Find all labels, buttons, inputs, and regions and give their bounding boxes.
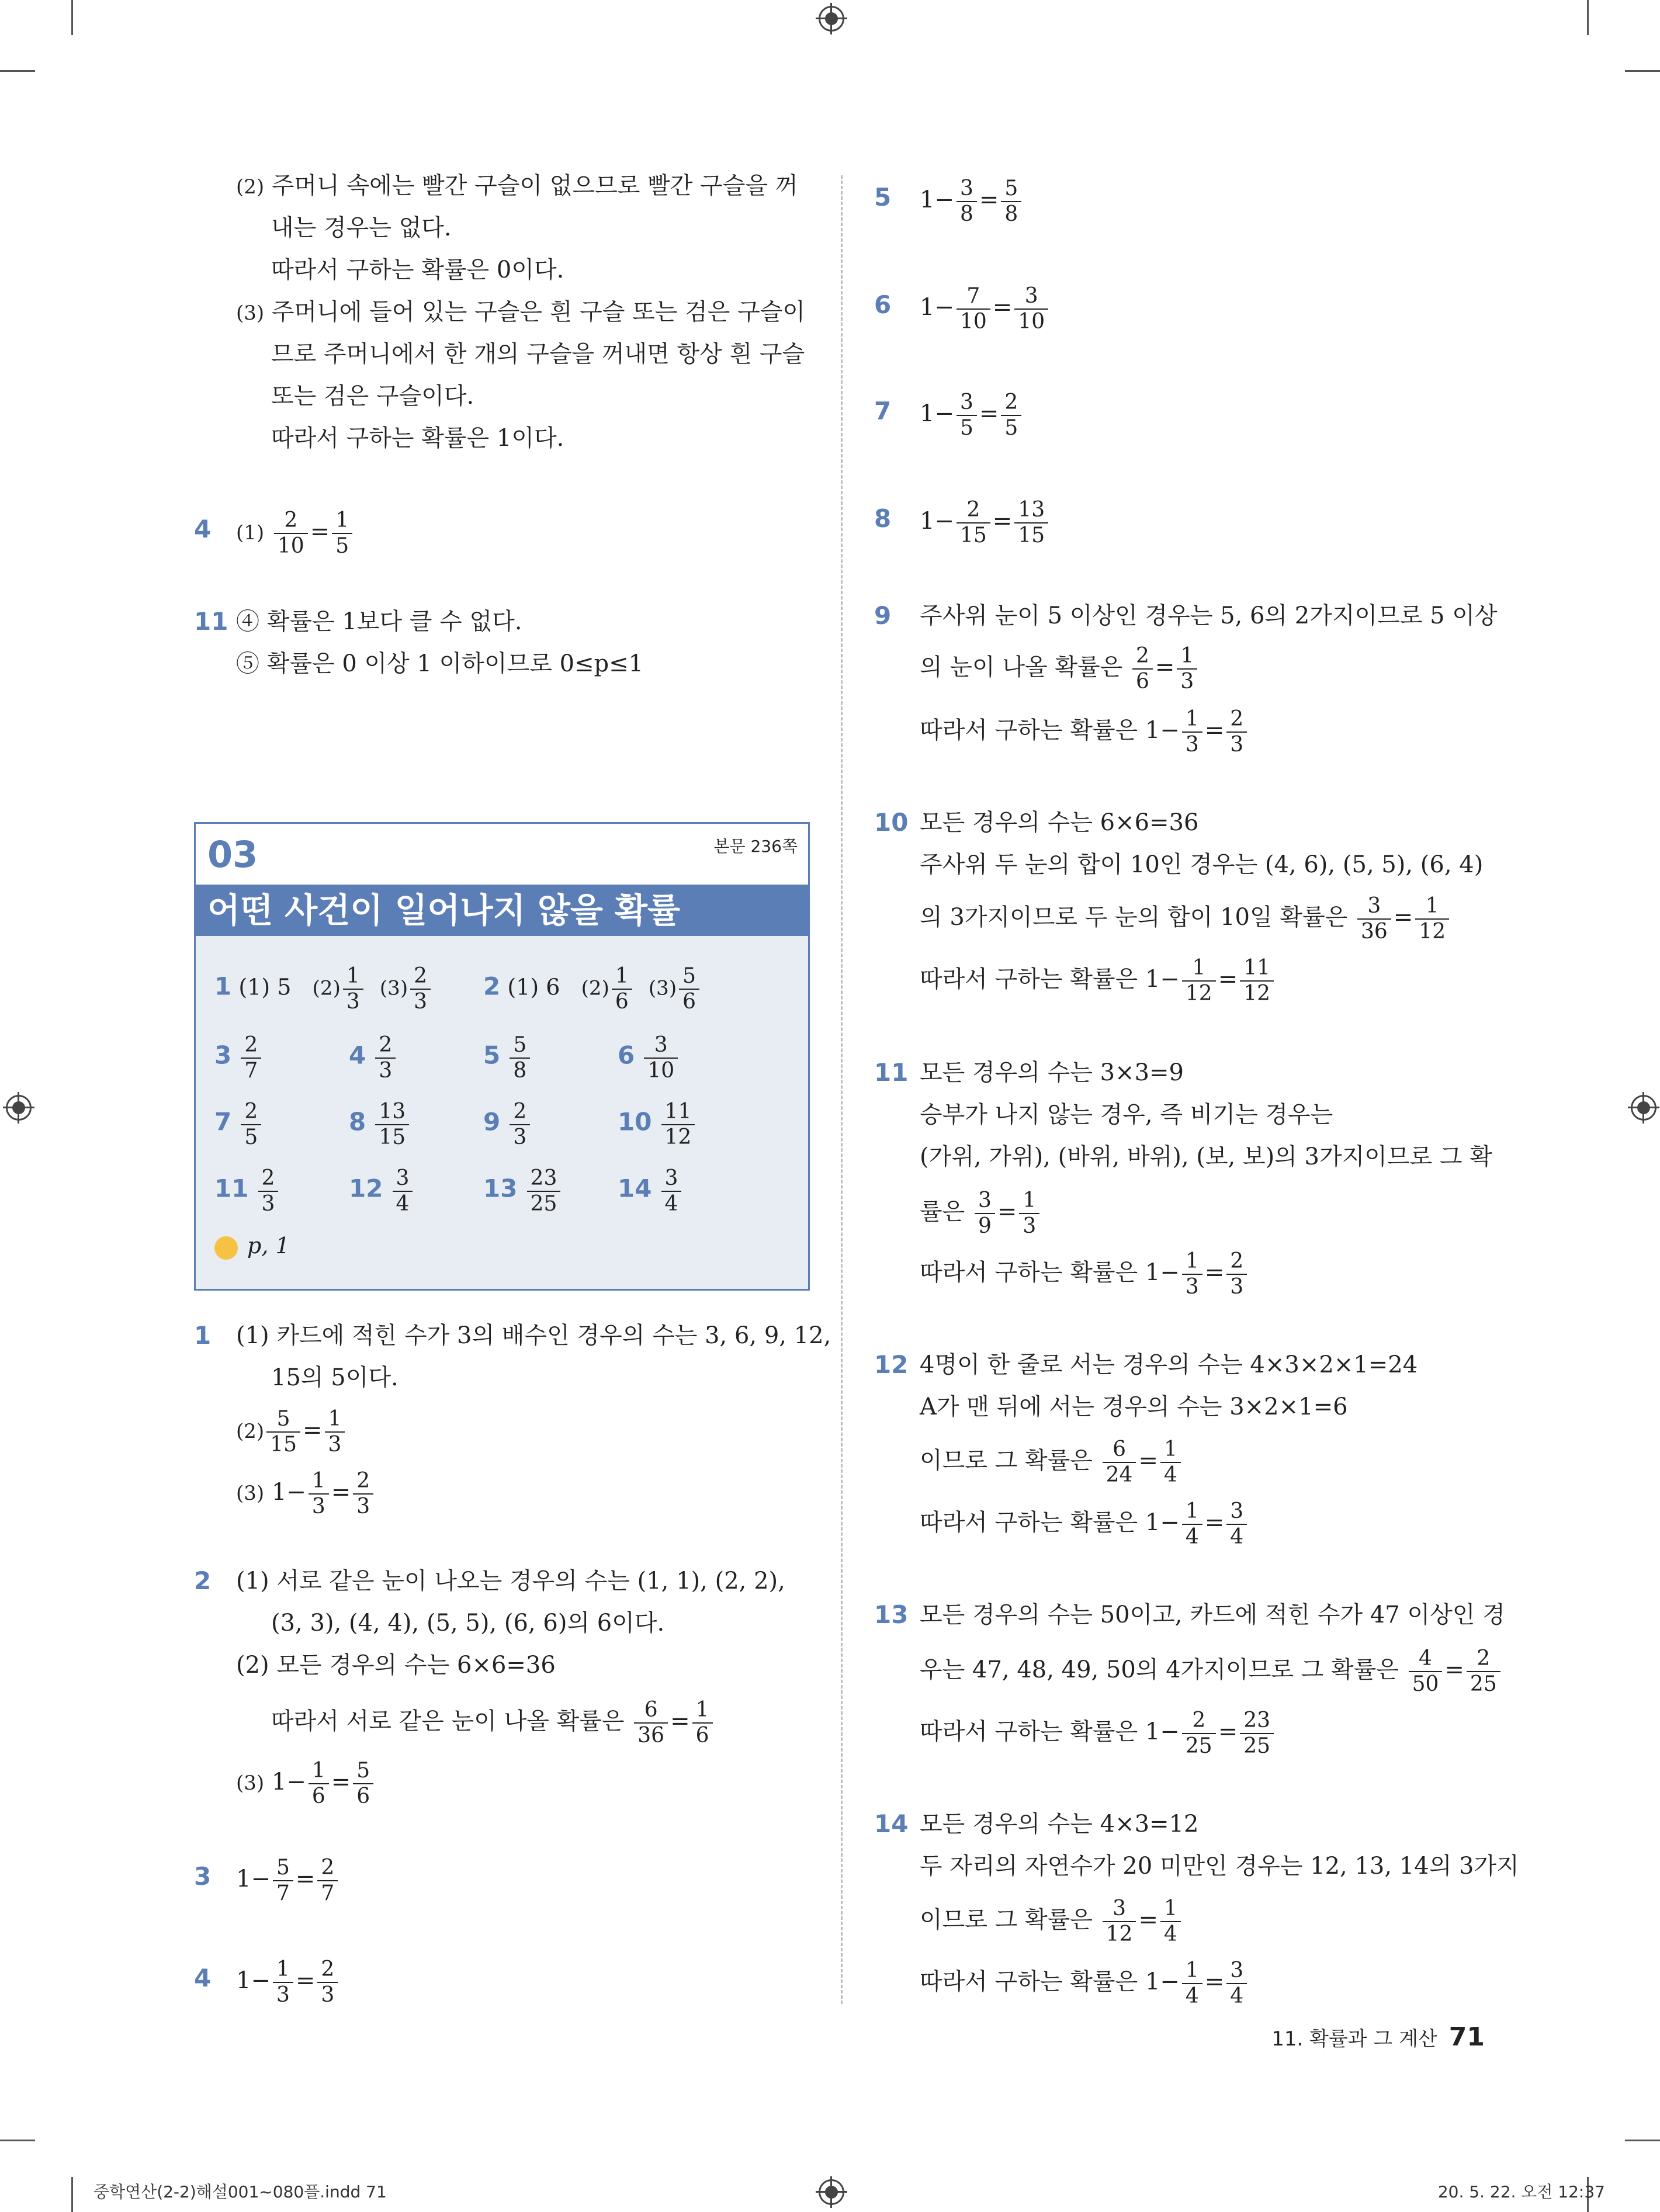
left-q2-part3: (3) 1− $\frac{1}{6}$ = $\frac{5}{6}$ [236, 1759, 376, 1809]
left-q1-part2: (2) $\frac{5}{15}$ = $\frac{1}{3}$ [236, 1407, 347, 1457]
answer-summary-box [194, 822, 810, 1291]
crop-mark [1625, 2140, 1660, 2141]
right-q10-line1: 모든 경우의 수는 6×6=36 [920, 809, 1199, 836]
problem-number: 11 [194, 607, 228, 636]
right-q10-line2: 주사위 두 눈의 합이 10인 경우는 (4, 6), (5, 5), (6, 4) [920, 851, 1484, 878]
answer-row-2: 2 (1) 6 (2) $\frac{1}{6}$ (3) $\frac{5}{6}$ [483, 964, 702, 1014]
problem-number: 13 [874, 1600, 909, 1629]
answer-item: 13 $\frac{23}{25}$ [483, 1166, 563, 1216]
problem-number: 6 [874, 290, 892, 319]
smile-icon [214, 1236, 238, 1260]
crop-mark [1587, 0, 1589, 35]
fraction: $\frac{2}{3}$ [410, 964, 431, 1014]
right-q11-line3: (가위, 가위), (바위, 바위), (보, 보)의 3가지이므로 그 확 [920, 1143, 1492, 1170]
problem-number: 14 [874, 1809, 909, 1838]
left-p11-line2: ⑤ 확률은 0 이상 1 이하이므로 0≤p≤1 [236, 650, 644, 677]
right-q10-line4: 따라서 구하는 확률은 1− $\frac{1}{12}$ = $\frac{11}{12}$ [920, 956, 1276, 1006]
chapter-label: 11. 확률과 그 계산 [1271, 2027, 1437, 2051]
right-q9-line2: 의 눈이 나올 확률은 $\frac{2}{6}$ = $\frac{1}{3}$ [920, 644, 1200, 694]
crop-mark [0, 2140, 35, 2141]
right-q12-line4: 따라서 구하는 확률은 1− $\frac{1}{4}$ = $\frac{3}{4}$ [920, 1499, 1249, 1549]
right-q14-line4: 따라서 구하는 확률은 1− $\frac{1}{4}$ = $\frac{3}{4}$ [920, 1958, 1249, 2009]
answer-item: 4 $\frac{2}{3}$ [349, 1033, 398, 1083]
page-footer [1271, 2017, 1485, 2060]
answer-item: 6 $\frac{3}{10}$ [618, 1033, 680, 1083]
page-number: 71 [1448, 2022, 1485, 2052]
left-q1-line1: (1) 카드에 적힌 수가 3의 배수인 경우의 수는 3, 6, 9, 12, [236, 1322, 831, 1349]
crop-mark [71, 2177, 73, 2212]
problem-number: 3 [194, 1862, 212, 1891]
fraction: $\frac{2}{10}$ [274, 508, 308, 559]
answer-item: 8 $\frac{13}{15}$ [349, 1100, 411, 1150]
left-q4-answer: 1− $\frac{1}{3}$ = $\frac{2}{3}$ [236, 1957, 340, 2008]
right-q13-line1: 모든 경우의 수는 50이고, 카드에 적힌 수가 47 이상인 경 [920, 1601, 1505, 1628]
left-cont-3-line3: 또는 검은 구슬이다. [271, 383, 474, 410]
right-q9-line1: 주사위 눈이 5 이상인 경우는 5, 6의 2가지이므로 5 이상 [920, 602, 1498, 629]
right-q11-line4: 률은 $\frac{3}{9}$ = $\frac{1}{3}$ [920, 1188, 1042, 1239]
fraction: $\frac{5}{6}$ [679, 964, 699, 1014]
right-q11-line1: 모든 경우의 수는 3×3=9 [920, 1059, 1184, 1086]
answer-row-1: 1 (1) 5 (2) $\frac{1}{3}$ (3) $\frac{2}{3}$ [214, 964, 433, 1014]
right-q10-line3: 의 3가지이므로 두 눈의 합이 10일 확률은 $\frac{3}{36}$ = $\frac{1}{12}$ [920, 894, 1451, 944]
right-q13-line3: 따라서 구하는 확률은 1− $\frac{2}{25}$ = $\frac{23}{25}$ [920, 1708, 1276, 1759]
answer-item: 5 $\frac{5}{8}$ [483, 1033, 532, 1083]
right-q5-answer: 1− $\frac{3}{8}$ = $\frac{5}{8}$ [920, 176, 1024, 227]
problem-number: 2 [194, 1566, 212, 1595]
left-q1-line2: 15의 5이다. [271, 1364, 398, 1391]
section-number: 03 [207, 833, 258, 876]
right-q14-line2: 두 자리의 자연수가 20 미만인 경우는 12, 13, 14의 3가지 [920, 1853, 1519, 1880]
fraction: $\frac{1}{5}$ [332, 508, 352, 559]
print-file-name: 중학연산(2-2)해설001~080플.indd 71 [93, 2182, 387, 2201]
problem-number: 5 [874, 183, 892, 212]
left-p11-line1: ④ 확률은 1보다 클 수 없다. [236, 608, 522, 635]
left-cont-3-line4: 따라서 구하는 확률은 1이다. [271, 425, 564, 452]
right-q11-line2: 승부가 나지 않는 경우, 즉 비기는 경우는 [920, 1101, 1333, 1128]
right-q14-line3: 이므로 그 확률은 $\frac{3}{12}$ = $\frac{1}{4}$ [920, 1897, 1183, 1947]
right-q12-line2: A가 맨 뒤에 서는 경우의 수는 3×2×1=6 [920, 1393, 1348, 1420]
problem-number: 11 [874, 1058, 909, 1087]
left-q1-part3: (3) 1− $\frac{1}{3}$ = $\frac{2}{3}$ [236, 1469, 376, 1519]
right-q14-line1: 모든 경우의 수는 4×3=12 [920, 1811, 1199, 1837]
left-cont-3-line1: (3) 주머니에 들어 있는 구슬은 흰 구슬 또는 검은 구슬이 [236, 299, 806, 325]
answer-item: 3 $\frac{2}{7}$ [214, 1033, 264, 1083]
problem-number: 10 [874, 808, 909, 837]
section-title: 어떤 사건이 일어나지 않을 확률 [196, 885, 808, 936]
registration-mark-icon [819, 2179, 844, 2205]
crop-mark [71, 0, 73, 35]
smile-answer: p, 1 [214, 1225, 290, 1267]
print-timestamp: 20. 5. 22. 오전 12:37 [1437, 2182, 1605, 2201]
left-cont-3-line2: 므로 주머니에서 한 개의 구슬을 꺼내면 항상 흰 구슬 [271, 341, 805, 367]
right-q12-line1: 4명이 한 줄로 서는 경우의 수는 4×3×2×1=24 [920, 1351, 1418, 1378]
fraction: $\frac{1}{6}$ [612, 964, 632, 1014]
answer-item: 12 $\frac{3}{4}$ [349, 1166, 415, 1216]
right-q12-line3: 이므로 그 확률은 $\frac{6}{24}$ = $\frac{1}{4}$ [920, 1437, 1183, 1488]
registration-mark-icon [6, 1095, 32, 1121]
left-cont-2-line2: 내는 경우는 없다. [271, 214, 452, 241]
problem-number: 12 [874, 1350, 909, 1379]
fraction: $\frac{1}{3}$ [343, 964, 363, 1014]
left-cont-2-line3: 따라서 구하는 확률은 0이다. [271, 256, 564, 283]
left-q2-line4: 따라서 서로 같은 눈이 나올 확률은 $\frac{6}{36}$ = $\frac{1}{6}$ [271, 1698, 715, 1748]
crop-mark [0, 70, 35, 72]
left-q2-line2: (3, 3), (4, 4), (5, 5), (6, 6)의 6이다. [271, 1610, 665, 1637]
left-q2-line1: (1) 서로 같은 눈이 나오는 경우의 수는 (1, 1), (2, 2), [236, 1568, 785, 1594]
problem-number: 4 [194, 1964, 212, 1992]
right-q7-answer: 1− $\frac{3}{5}$ = $\frac{2}{5}$ [920, 390, 1024, 441]
problem-number: 1 [194, 1321, 212, 1350]
right-q8-answer: 1− $\frac{2}{15}$ = $\frac{13}{15}$ [920, 498, 1051, 548]
right-q6-answer: 1− $\frac{7}{10}$ = $\frac{3}{10}$ [920, 284, 1051, 334]
registration-mark-icon [819, 6, 844, 32]
answer-item: 9 $\frac{2}{3}$ [483, 1100, 532, 1150]
right-q9-line3: 따라서 구하는 확률은 1− $\frac{1}{3}$ = $\frac{2}{3}$ [920, 707, 1249, 757]
answer-item: 11 $\frac{2}{3}$ [214, 1166, 280, 1216]
right-q13-line2: 우는 47, 48, 49, 50의 4가지이므로 그 확률은 $\frac{4}{50}$ = $\frac{2}{25}$ [920, 1646, 1503, 1697]
problem-number: 9 [874, 601, 892, 630]
right-q11-line5: 따라서 구하는 확률은 1− $\frac{1}{3}$ = $\frac{2}{3}$ [920, 1249, 1249, 1299]
column-divider [841, 175, 843, 2004]
problem-number: 7 [874, 397, 892, 425]
box-header [196, 824, 808, 885]
crop-mark [1625, 70, 1660, 72]
left-p4-answer: (1) $\frac{2}{10}$ = $\frac{1}{5}$ [236, 508, 355, 559]
answer-item: 7 $\frac{2}{5}$ [214, 1100, 264, 1150]
problem-number: 8 [874, 504, 892, 533]
left-q2-line3: (2) 모든 경우의 수는 6×6=36 [236, 1652, 556, 1679]
left-q3-answer: 1− $\frac{5}{7}$ = $\frac{2}{7}$ [236, 1856, 340, 1906]
textbook-page-ref: 본문 236쪽 [713, 837, 798, 856]
registration-mark-icon [1631, 1095, 1656, 1121]
left-cont-2-line1: (2) 주머니 속에는 빨간 구슬이 없으므로 빨간 구슬을 꺼 [236, 172, 798, 199]
answer-item: 14 $\frac{3}{4}$ [618, 1166, 684, 1216]
answer-item: 10 $\frac{11}{12}$ [618, 1100, 697, 1150]
problem-number: 4 [194, 515, 212, 543]
